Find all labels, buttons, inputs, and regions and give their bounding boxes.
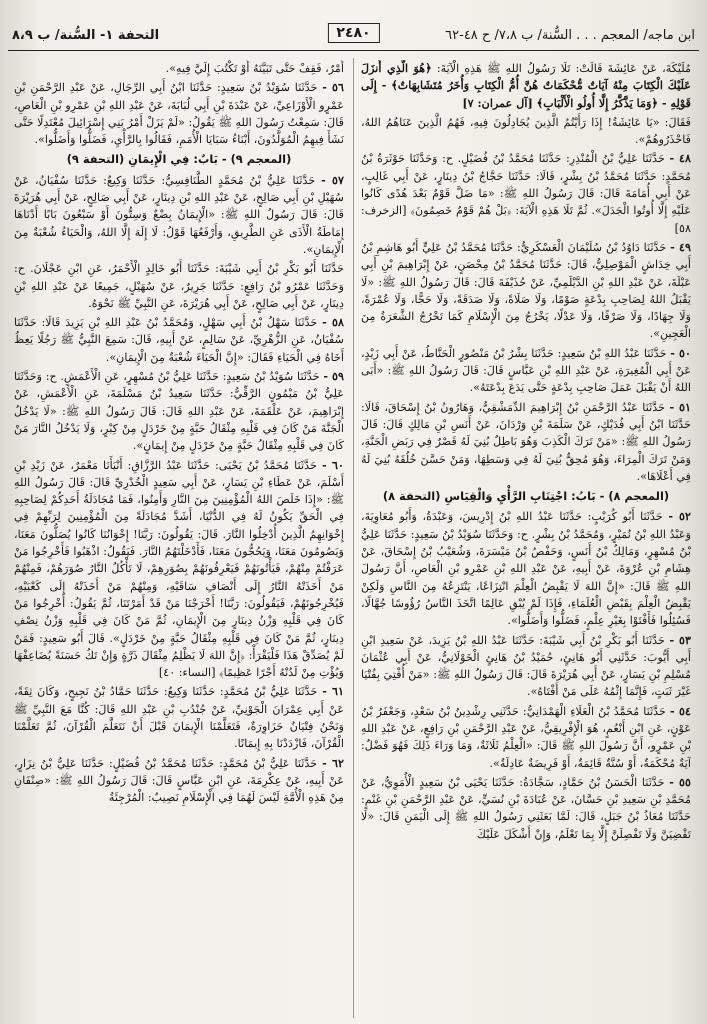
hadith-57-alt-chain: حَدَّثَنَا أَبُو بَكْرِ بْنُ أَبِي شَيْبَةَ: حَدَّثَنَا أَبُو خَالِدٍ الْأَحْمَرُ، عَنِ ابْنِ عَجْلَانَ. ح: وَحَدَّثَنَا عَمْرُو بْنُ رَافِعٍ: حَدَّثَنَا جَرِيرٌ، عَنْ سُهَيْلٍ، جَمِيعًا عَنْ عَبْدِ اللهِ بْنِ دِينَارٍ، عَنْ أَبِي صَالِحٍ، عَنْ أَبِي هُرَيْرَةَ، عَنِ النَّبِيِّ ﷺ نَحْوَهُ. — [14, 262, 344, 310]
header-tuhfa-ref: التحفة ١- السُّنة/ ب ٨،٩ — [12, 28, 160, 43]
hadith-49: ٤٩ - حَدَّثَنَا دَاوُدُ بْنُ سُلَيْمَانَ الْعَسْكَرِيُّ: حَدَّثَنَا مُحَمَّدُ بْنُ عَلِيٍّ أَبُو هَاشِمِ بْنُ أَبِي خِدَاشٍ الْمَوْصِلِيُّ، قَالَ: حَدَّثَنَا مُحَمَّدُ بْنُ مِحْصَنٍ، عَنْ إِبْرَاهِيمَ بْنِ أَبِي عَبْلَةَ، عَنْ عَبْدِ اللهِ بْنِ الدَّيْلَمِيِّ، عَنْ حُذَيْفَةَ قَالَ: قَالَ رَسُولُ اللهِ ﷺ: «لَا يَقْبَلُ اللهُ لِصَاحِبِ بِدْعَةٍ صَوْمًا، وَلَا صَلَاةً، وَلَا صَدَقَةً، وَلَا حَجًّا، وَلَا عُمْرَةً، وَلَا جِهَادًا، وَلَا صَرْفًا، وَلَا عَدْلًا، يَخْرُجُ مِنَ الْإِسْلَامِ كَمَا تَخْرُجُ الشَّعَرَةُ مِنَ الْعَجِينِ». — [361, 239, 691, 341]
hadith-47-end: فَقَالَ: «يَا عَائِشَةُ! إِذَا رَأَيْتُمُ الَّذِينَ يُجَادِلُونَ فِيهِ، فَهُمُ الَّذِينَ عَنَاهُمُ اللهُ، فَاحْذَرُوهُمْ». — [361, 115, 691, 147]
hadith-number: ٥٤ - — [669, 703, 691, 718]
hadith-55-end: أَمْرٌ، فَقِفْ حَتَّى تَبَيَّنَهُ أَوْ تَكْتُبَ إِلَيَّ فِيهِ». — [165, 62, 344, 75]
hadith-57: ٥٧ - حَدَّثَنَا عَلِيُّ بْنُ مُحَمَّدٍ الطَّنَافِسِيُّ: حَدَّثَنَا وَكِيعٌ: حَدَّثَنَا سُفْيَانُ، عَنْ سُهَيْلِ بْنِ أَبِي صَالِحٍ، عَنْ عَبْدِ اللهِ بْنِ دِينَارٍ، عَنْ أَبِي صَالِحٍ، عَنْ أَبِي هُرَيْرَةَ قَالَ: قَالَ رَسُولُ اللهِ ﷺ: «الْإِيمَانُ بِضْعٌ وَسِتُّونَ أَوْ سَبْعُونَ بَابًا أَدْنَاهَا إِمَاطَةُ الْأَذَى عَنِ الطَّرِيقِ، وَأَرْفَعُهَا قَوْلُ: لَا إِلَهَ إِلَّا اللهُ، وَالْحَيَاءُ شُعْبَةٌ مِنَ الْإِيمَانِ». — [14, 172, 344, 256]
hadith-number: ٥٢ - — [668, 509, 691, 524]
left-column — [14, 60, 344, 1015]
header-book-title: ابن ماجه/ المعجم . . . السُّنة/ ب ٧،٨/ ح ٤٨-٦٢ — [445, 28, 695, 43]
hadith-61: ٦١ - حَدَّثَنَا عَلِيُّ بْنُ مُحَمَّدٍ: حَدَّثَنَا وَكِيعٌ: حَدَّثَنَا حَمَّادُ بْنُ نَجِيحٍ، وَكَانَ ثِقَةً، عَنْ أَبِي عِمْرَانَ الْجَوْنِيِّ، عَنْ جُنْدُبِ بْنِ عَبْدِ اللهِ قَالَ: كُنَّا مَعَ النَّبِيِّ ﷺ وَنَحْنُ فِتْيَانٌ حَزَاوِرَةٌ، فَتَعَلَّمْنَا الْإِيمَانَ قَبْلَ أَنْ نَتَعَلَّمَ الْقُرْآنَ، ثُمَّ تَعَلَّمْنَا الْقُرْآنَ، فَازْدَدْنَا بِهِ إِيمَانًا. — [14, 684, 344, 751]
hadith-58: ٥٨ - حَدَّثَنَا سَهْلُ بْنُ أَبِي سَهْلٍ، وَمُحَمَّدُ بْنُ عَبْدِ اللهِ بْنِ يَزِيدَ قَالَا: حَدَّثَنَا سُفْيَانُ، عَنِ الزُّهْرِيِّ، عَنْ سَالِمٍ، عَنْ أَبِيهِ، قَالَ: سَمِعَ النَّبِيُّ ﷺ رَجُلًا يَعِظُ أَخَاهُ فِي الْحَيَاءِ فَقَالَ: «إِنَّ الْحَيَاءَ شُعْبَةٌ مِنَ الْإِيمَانِ». — [14, 315, 344, 364]
hadith-53: ٥٣ - حَدَّثَنَا أَبُو بَكْرِ بْنُ أَبِي شَيْبَةَ: حَدَّثَنَا عَبْدُ اللهِ بْنُ يَزِيدَ، عَنْ سَعِيدِ ابْنِ أَبِي أَيُّوبَ: حَدَّثَنِي أَبُو هَانِئٍ، حُمَيْدُ بْنُ هَانِئٍ الْخَوْلَانِيُّ، عَنْ أَبِي عُثْمَانَ مُسْلِمِ بْنِ يَسَارٍ، عَنْ أَبِي هُرَيْرَةَ قَالَ: قَالَ رَسُولُ اللهِ ﷺ: «مَنْ أُفْتِيَ بِفُتْيَا غَيْرَ ثَبَتٍ، فَإِنَّمَا إِثْمُهُ عَلَى مَنْ أَفْتَاهُ». — [361, 632, 691, 699]
hadith-number: ٦٢ - — [322, 755, 344, 770]
hadith-number: ٥٨ - — [322, 315, 344, 330]
hadith-number: ٤٨ - — [669, 151, 691, 166]
hadith-number: ٥٥ - — [669, 774, 691, 789]
hadith-60: ٦٠ - حَدَّثَنَا مُحَمَّدُ بْنُ يَحْيَى: حَدَّثَنَا عَبْدُ الرَّزَّاقِ: أَنْبَأَنَا مَعْمَرٌ، عَنْ زَيْدِ بْنِ أَسْلَمَ، عَنْ عَطَاءِ بْنِ يَسَارٍ، عَنْ أَبِي سَعِيدٍ الْخُدْرِيِّ قَالَ: قَالَ رَسُولُ اللهِ ﷺ: «إِذَا خَلَصَ اللهُ الْمُؤْمِنِينَ مِنَ النَّارِ وَأَمِنُوا، فَمَا مُجَادَلَةُ أَحَدِكُمْ لِصَاحِبِهِ فِي الْحَقِّ يَكُونُ لَهُ فِي الدُّنْيَا، أَشَدَّ مُجَادَلَةً مِنَ الْمُؤْمِنِينَ لِرَبِّهِمْ فِي إِخْوَانِهِمُ الَّذِينَ أُدْخِلُوا النَّارَ. قَالَ: يَقُولُونَ: رَبَّنَا! إِخْوَانُنَا كَانُوا يُصَلُّونَ مَعَنَا، وَيَصُومُونَ مَعَنَا، وَيَحُجُّونَ مَعَنَا، فَأَدْخَلْتَهُمُ النَّارَ. فَيَقُولُ: اذْهَبُوا فَأَخْرِجُوا مَنْ عَرَفْتُمْ مِنْهُمْ، فَيَأْتُونَهُمْ فَيَعْرِفُونَهُمْ بِصُوَرِهِمْ، لَا تَأْكُلُ النَّارُ صُوَرَهُمْ، فَمِنْهُمْ مَنْ أَخَذَتْهُ النَّارُ إِلَى أَنْصَافِ سَاقَيْهِ، وَمِنْهُمْ مَنْ أَخَذَتْهُ إِلَى كَعْبَيْهِ، فَيُخْرِجُونَهُمْ، فَيَقُولُونَ: رَبَّنَا! أَخْرَجْنَا مَنْ قَدْ أَمَرْتَنَا، ثُمَّ يَقُولُ: أَخْرِجُوا مَنْ كَانَ فِي قَلْبِهِ وَزْنُ دِينَارٍ مِنَ الْإِيمَانِ، ثُمَّ مَنْ كَانَ فِي قَلْبِهِ وَزْنُ نِصْفِ دِينَارٍ، ثُمَّ مَنْ كَانَ فِي قَلْبِهِ مِثْقَالُ حَبَّةٍ مِنْ خَرْدَلٍ». قَالَ أَبُو سَعِيدٍ: فَمَنْ لَمْ يُصَدِّقْ هَذَا فَلْيَقْرَأْ: ﴿إِنَّ اللهَ لَا يَظْلِمُ مِثْقَالَ ذَرَّةٍ وَإِنْ تَكُ حَسَنَةً يُضَاعِفْهَا وَيُؤْتِ مِنْ لَدُنْهُ أَجْرًا عَظِيمًا﴾ [النساء: ٤٠] — [14, 457, 344, 680]
hadith-62: ٦٢ - حَدَّثَنَا عَلِيُّ بْنُ مُحَمَّدٍ: حَدَّثَنَا مُحَمَّدُ بْنُ فُضَيْلٍ: حَدَّثَنَا عَلِيُّ بْنُ نِزَارٍ، عَنْ أَبِيهِ، عَنْ عِكْرِمَةَ، عَنِ ابْنِ عَبَّاسٍ قَالَ: قَالَ رَسُولُ اللهِ ﷺ: «صِنْفَانِ مِنْ هَذِهِ الْأُمَّةِ لَيْسَ لَهُمَا فِي الْإِسْلَامِ نَصِيبٌ: الْمُرْجِئَةُ — [14, 755, 344, 805]
page-number: ٢٤٨٠ — [327, 23, 379, 43]
hadith-52: ٥٢ - حَدَّثَنَا أَبُو كُرَيْبٍ: حَدَّثَنَا عَبْدُ اللهِ بْنُ إِدْرِيسَ، وَعَبْدَةُ، وَأَبُو مُعَاوِيَةَ، وَعَبْدُ اللهِ بْنُ نُمَيْرٍ، وَمُحَمَّدُ بْنُ بِشْرٍ. ح: وَحَدَّثَنَا سُوَيْدُ بْنُ سَعِيدٍ: حَدَّثَنَا عَلِيُّ بْنُ مُسْهِرٍ، وَمَالِكُ بْنُ أَنَسٍ، وَحَفْصُ بْنُ مَيْسَرَةَ، وَشُعَيْبُ بْنُ إِسْحَاقَ، عَنْ هِشَامِ بْنِ عُرْوَةَ، عَنْ أَبِيهِ، عَنْ عَبْدِ اللهِ بْنِ عَمْرِو بْنِ الْعَاصِ، أَنَّ رَسُولَ اللهِ ﷺ قَالَ: «إِنَّ اللهَ لَا يَقْبِضُ الْعِلْمَ انْتِزَاعًا، يَنْتَزِعُهُ مِنَ النَّاسِ وَلَكِنْ يَقْبِضُ الْعِلْمَ بِقَبْضِ الْعُلَمَاءِ، فَإِذَا لَمْ يُبْقِ عَالِمًا اتَّخَذَ النَّاسُ رُؤُوسًا جُهَّالًا، فَسُئِلُوا فَأَفْتَوْا بِغَيْرِ عِلْمٍ، فَضَلُّوا وَأَضَلُّوا». — [361, 509, 691, 628]
chapter-heading-9: (المعجم ٩) - بَابٌ: فِي الْإِيمَانِ (التحفة ٩) — [66, 152, 292, 167]
chapter-heading-8: (المعجم ٨) - بَابُ: اجْتِنَابِ الرَّأْيِ وَالْقِيَاسِ (التحفة ٨) — [382, 489, 670, 504]
hadith-50: ٥٠ - حَدَّثَنَا عَبْدُ اللهِ بْنُ سَعِيدٍ: حَدَّثَنَا بِشْرُ بْنُ مَنْصُورٍ الْحَنَّاطُ، عَنْ أَبِي زَيْدٍ، عَنْ أَبِي الْمُغِيرَةِ، عَنْ عَبْدِ اللهِ بْنِ عَبَّاسٍ قَالَ: قَالَ رَسُولُ اللهِ ﷺ: «أَبَى اللهُ أَنْ يَقْبَلَ عَمَلَ صَاحِبِ بِدْعَةٍ حَتَّى يَدَعَ بِدْعَتَهُ». — [361, 345, 691, 395]
hadith-56: ٥٦ - حَدَّثَنَا سُوَيْدُ بْنُ سَعِيدٍ: حَدَّثَنَا ابْنُ أَبِي الرِّجَالِ، عَنْ عَبْدِ الرَّحْمَنِ بْنِ عَمْرٍو الْأَوْزَاعِيِّ، عَنْ عَبْدَةَ بْنِ أَبِي لُبَابَةَ، عَنْ عَبْدِ اللهِ بْنِ عَمْرِو بْنِ الْعَاصِ، قَالَ: سَمِعْتُ رَسُولَ اللهِ ﷺ يَقُولُ: «لَمْ يَزَلْ أَمْرُ بَنِي إِسْرَائِيلَ مُعْتَدِلًا حَتَّى نَشَأَ فِيهِمُ الْمُوَلَّدُونَ، أَبْنَاءُ سَبَايَا الْأُمَمِ، فَقَالُوا بِالرَّأْيِ، فَضَلُّوا وَأَضَلُّوا». — [14, 80, 344, 147]
hadith-54: ٥٤ - حَدَّثَنَا مُحَمَّدُ بْنُ الْعَلَاءِ الْهَمْدَانِيُّ: حَدَّثَنِي رِشْدِينُ بْنُ سَعْدٍ، وَجَعْفَرُ بْنُ عَوْنٍ، عَنِ ابْنِ أَنْعُمٍ، هُوَ الْإِفْرِيقِيُّ، عَنْ عَبْدِ الرَّحْمَنِ بْنِ رَافِعٍ، عَنْ عَبْدِ اللهِ بْنِ عَمْرٍو، أَنَّ رَسُولَ اللهِ ﷺ قَالَ: «الْعِلْمُ ثَلَاثَةٌ، وَمَا وَرَاءَ ذَلِكَ فَهُوَ فَضْلٌ: آيَةٌ مُحْكَمَةٌ، أَوْ سُنَّةٌ قَائِمَةٌ، أَوْ فَرِيضَةٌ عَادِلَةٌ». — [361, 703, 691, 770]
running-header — [8, 22, 699, 51]
hadith-55: ٥٥ - حَدَّثَنَا الْحَسَنُ بْنُ حَمَّادٍ، سَجَّادَةُ: حَدَّثَنَا يَحْيَى بْنُ سَعِيدٍ الْأُمَوِيُّ، عَنْ مُحَمَّدِ بْنِ سَعِيدِ بْنِ حَسَّانَ، عَنْ عُبَادَةَ بْنِ نُسَيٍّ، عَنْ عَبْدِ الرَّحْمَنِ بْنِ غَنْمٍ: حَدَّثَنَا مُعَاذُ بْنُ جَبَلٍ، قَالَ: لَمَّا بَعَثَنِي رَسُولُ اللهِ ﷺ إِلَى الْيَمَنِ قَالَ: «لَا تَقْضِيَنَّ وَلَا تَفْصِلَنَّ إِلَّا بِمَا تَعْلَمُ، وَإِنْ أَشْكَلَ عَلَيْكَ — [361, 774, 691, 841]
hadith-number: ٦١ - — [322, 684, 344, 699]
hadith-48: ٤٨ - حَدَّثَنَا عَلِيُّ بْنُ الْمُنْذِرِ: حَدَّثَنَا مُحَمَّدُ بْنُ فُضَيْلٍ. ح: وَحَدَّثَنَا حَوْثَرَةُ بْنُ مُحَمَّدٍ: حَدَّثَنَا مُحَمَّدُ بْنُ بِشْرٍ، قَالَا: حَدَّثَنَا حَجَّاجُ بْنُ دِينَارٍ، عَنْ أَبِي غَالِبٍ، عَنْ أَبِي أُمَامَةَ قَالَ: قَالَ رَسُولُ اللهِ ﷺ: «مَا ضَلَّ قَوْمٌ بَعْدَ هُدًى كَانُوا عَلَيْهِ إِلَّا أُوتُوا الْجَدَلَ». ثُمَّ تَلَا هَذِهِ الْآيَةَ: ﴿بَلْ هُمْ قَوْمٌ خَصِمُونَ﴾ [الزخرف: ٥٨] — [361, 151, 691, 235]
hadith-59: ٥٩ - حَدَّثَنَا سُوَيْدُ بْنُ سَعِيدٍ: حَدَّثَنَا عَلِيُّ بْنُ مُسْهِرٍ، عَنِ الْأَعْمَشِ. ح: وَحَدَّثَنَا عَلِيُّ بْنُ مَيْمُونٍ الرَّقِّيُّ: حَدَّثَنَا سَعِيدُ بْنُ مَسْلَمَةَ، عَنِ الْأَعْمَشِ، عَنْ إِبْرَاهِيمَ، عَنْ عَلْقَمَةَ، عَنْ عَبْدِ اللهِ قَالَ: قَالَ رَسُولُ اللهِ ﷺ: «لَا يَدْخُلُ الْجَنَّةَ مَنْ كَانَ فِي قَلْبِهِ مِثْقَالُ حَبَّةٍ مِنْ خَرْدَلٍ مِنْ كِبْرٍ، وَلَا يَدْخُلُ النَّارَ مَنْ كَانَ فِي قَلْبِهِ مِثْقَالُ حَبَّةٍ مِنْ خَرْدَلٍ مِنْ إِيمَانٍ». — [14, 369, 344, 453]
hadith-number: ٥٦ - — [322, 80, 344, 95]
hadith-51: ٥١ - حَدَّثَنَا عَبْدُ الرَّحْمَنِ بْنُ إِبْرَاهِيمَ الدِّمَشْقِيُّ، وَهَارُونُ بْنُ إِسْحَاقَ، قَالَا: حَدَّثَنَا ابْنُ أَبِي فُدَيْكٍ، عَنْ سَلَمَةَ بْنِ وَرْدَانَ، عَنْ أَنَسِ بْنِ مَالِكٍ قَالَ: قَالَ رَسُولُ اللهِ ﷺ: «مَنْ تَرَكَ الْكَذِبَ وَهُوَ بَاطِلٌ بُنِيَ لَهُ قَصْرٌ فِي رَبَضِ الْجَنَّةِ، وَمَنْ تَرَكَ الْمِرَاءَ، وَهُوَ مُحِقٌّ بُنِيَ لَهُ فِي وَسَطِهَا، وَمَنْ حَسَّنَ خُلُقَهُ بُنِيَ لَهُ فِي أَعْلَاهَا». — [361, 399, 691, 483]
hadith-number: ٥١ - — [669, 399, 691, 414]
right-column — [361, 60, 691, 1015]
hadith-number: ٤٩ - — [670, 239, 691, 254]
hadith-number: ٥٧ - — [321, 172, 344, 187]
hadith-number: ٥٩ - — [323, 369, 344, 384]
hadith-number: ٥٠ - — [670, 345, 691, 360]
hadith-number: ٦٠ - — [321, 457, 344, 472]
hadith-47-continued: مُلَيْكَةَ، عَنْ عَائِشَةَ قَالَتْ: تَلَا رَسُولُ اللهِ ﷺ هَذِهِ الْآيَةَ: ﴿هُوَ الَّذِي أَنزَلَ عَلَيْكَ الْكِتَابَ مِنْهُ آيَاتٌ مُّحْكَمَاتٌ هُنَّ أُمُّ الْكِتَابِ وَأُخَرُ مُتَشَابِهَاتٌ﴾ - إِلَى قَوْلِهِ - ﴿وَمَا يَذَّكَّرُ إِلَّا أُولُو الْأَلْبَابِ﴾ [آل عمران: ٧] — [361, 61, 691, 110]
hadith-number: ٥٣ - — [669, 632, 691, 647]
quran-verse: ﴿هُوَ الَّذِي أَنزَلَ عَلَيْكَ الْكِتَابَ مِنْهُ آيَاتٌ مُّحْكَمَاتٌ هُنَّ أُمُّ الْكِتَابِ وَأُخَرُ مُتَشَابِهَاتٌ﴾ - إِلَى قَوْلِهِ - ﴿وَمَا يَذَّكَّرُ إِلَّا أُولُو الْأَلْبَابِ﴾ [آل عمران: ٧] — [361, 61, 691, 110]
column-divider — [353, 58, 354, 1018]
